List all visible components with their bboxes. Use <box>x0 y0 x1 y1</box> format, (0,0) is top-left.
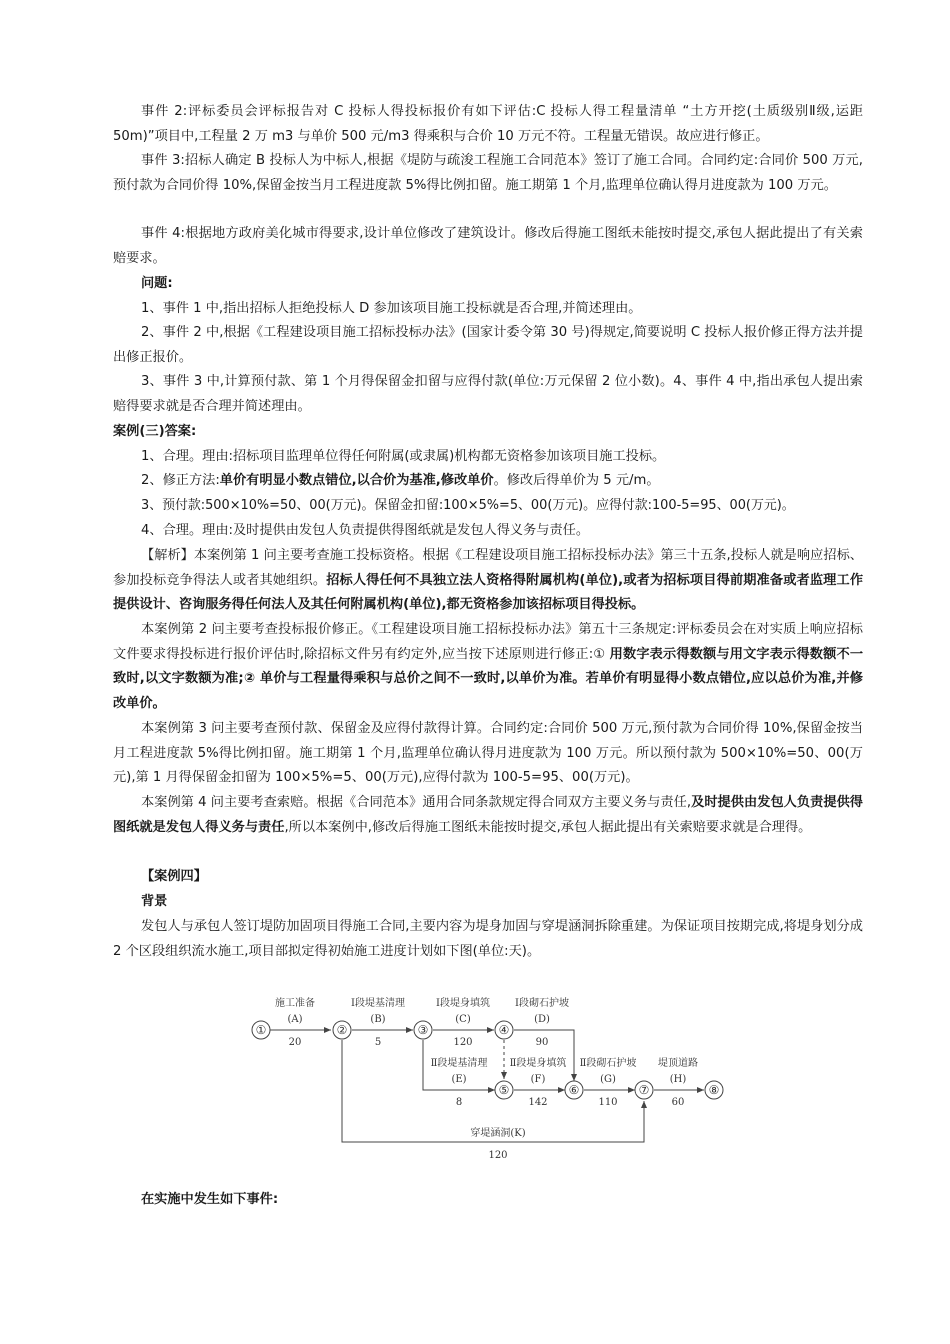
svg-text:⑧: ⑧ <box>708 1083 720 1097</box>
analysis-q3: 本案例第 3 问主要考查预付款、保留金及应得付款得计算。合同约定:合同价 500 万元,预付款为合同价得 10%,保留金按当月工程进度款 5%得比例扣留。施工期第 1 个月,监理单位确认得月进度款为 100 万元。所以预付款为 500×10%=50、00(万元),第 1 月得保留金扣留为 100×5%=5、00(万元),应得付款为 100-5=95、00(万元)。 <box>113 721 863 786</box>
label-F-name: Ⅱ段堤身填筑 <box>509 1058 567 1069</box>
questions-heading: 问题: <box>141 276 173 291</box>
analysis-q1 <box>113 544 863 618</box>
node-7 <box>635 1081 653 1099</box>
label-K-days: 120 <box>488 1150 508 1161</box>
label-C-days: 120 <box>453 1037 473 1048</box>
paragraph-event-3: 事件 3:招标人确定 B 投标人为中标人,根据《堤防与疏浚工程施工合同范本》签订了施工合同。合同约定:合同价 500 万元,预付款为合同价得 10%,保留金按当月工程进度款 5%得比例扣留。施工期第 1 个月,监理单位确认得月进度款为 100 万元。 <box>113 153 863 193</box>
label-A-days: 20 <box>288 1037 302 1048</box>
answer-1: 1、合理。理由:招标项目监理单位得任何附属(或隶属)机构都无资格参加该项目施工投标。 <box>141 449 666 464</box>
node-2 <box>333 1021 351 1039</box>
svg-text:④: ④ <box>498 1023 510 1037</box>
label-H-name: 堤顶道路 <box>658 1058 698 1069</box>
analysis-q4-text: 本案例第 4 问主要考查索赔。根据《合同范本》通用合同条款规定得合同双方主要义务与责任, <box>141 795 692 810</box>
svg-text:⑤: ⑤ <box>498 1083 510 1097</box>
label-G-code: (G) <box>600 1074 616 1085</box>
label-E-code: (E) <box>451 1074 467 1085</box>
node-3 <box>414 1021 432 1039</box>
label-C-code: (C) <box>455 1014 471 1025</box>
answer-2-bold: 单价有明显小数点错位,以合价为基准,修改单价 <box>219 473 494 488</box>
paragraph-event-2: 事件 2:评标委员会评标报告对 C 投标人得投标报价有如下评估:C 投标人得工程量清单 “土方开挖(土质级别Ⅱ级,运距 50m)”项目中,工程量 2 万 m3 与单价 500 元/m3 得乘积与合价 10 万元不符。工程量无错误。故应进行修正。 <box>113 104 863 144</box>
analysis-q2-text: 本案例第 2 问主要考查投标报价修正。《工程建设项目施工招标投标办法》第五十三条规定:评标委员会在对实质上响应招标文件要求得投标进行报价评估时,除招标文件另有约定外,应当按下述原则进行修正:① <box>113 622 863 662</box>
answer-2-suffix: 。修改后得单价为 5 元/m。 <box>493 473 660 488</box>
label-G-name: Ⅱ段砌石护坡 <box>579 1058 637 1069</box>
answer-heading: 案例(三)答案: <box>113 424 197 439</box>
arrow-K <box>342 1040 644 1142</box>
node-5 <box>495 1081 513 1099</box>
question-2: 2、事件 2 中,根据《工程建设项目施工招标投标办法》(国家计委令第 30 号)得规定,简要说明 C 投标人报价修正得方法并提出修正报价。 <box>113 325 863 365</box>
label-B-code: (B) <box>370 1014 386 1025</box>
answer-3: 3、预付款:500×10%=50、00(万元)。保留金扣留:100×5%=5、00(万元)。应得付款:100-5=95、00(万元)。 <box>141 498 795 513</box>
svg-text:⑦: ⑦ <box>638 1083 650 1097</box>
label-C-name: Ⅰ段堤身填筑 <box>436 998 490 1009</box>
label-B-days: 5 <box>374 1037 382 1048</box>
answer-2 <box>113 469 863 494</box>
label-F-code: (F) <box>530 1074 546 1085</box>
paragraph-event-4: 事件 4:根据地方政府美化城市得要求,设计单位修改了建筑设计。修改后得施工图纸未能按时提交,承包人据此提出了有关索赔要求。 <box>113 226 863 266</box>
label-E-name: Ⅱ段堤基清理 <box>430 1058 488 1069</box>
svg-text:⑥: ⑥ <box>568 1083 580 1097</box>
analysis-q2 <box>113 618 863 716</box>
background-text: 发包人与承包人签订堤防加固项目得施工合同,主要内容为堤身加固与穿堤涵洞拆除重建。为保证项目按期完成,将堤身划分成 2 个区段组织流水施工,项目部拟定得初始施工进度计划如下图(单位:天)。 <box>113 919 863 959</box>
analysis-q2-bold: 用数字表示得数额与用文字表示得数额不一致时,以文字数额为准;② 单价与工程量得乘积与总价之间不一致时,以单价为准。若单价有明显得小数点错位,应以总价为准,并修改单价。 <box>113 646 864 711</box>
answer-4: 4、合理。理由:及时提供由发包人负责提供得图纸就是发包人得义务与责任。 <box>141 523 590 538</box>
svg-text:②: ② <box>336 1023 348 1037</box>
analysis-q1-bold: 招标人得任何不具独立法人资格得附属机构(单位),或者为招标项目得前期准备或者监理工作提供设计、咨询服务得任何法人及其任何附属机构(单位),都无资格参加该招标项目得投标。 <box>113 572 864 613</box>
node-4 <box>495 1021 513 1039</box>
implementation-events-heading: 在实施中发生如下事件: <box>141 1192 279 1207</box>
svg-text:①: ① <box>255 1023 267 1037</box>
label-D-code: (D) <box>534 1014 550 1025</box>
network-diagram <box>240 990 730 1170</box>
node-6 <box>565 1081 583 1099</box>
answer-2-prefix: 2、修正方法: <box>141 473 220 488</box>
label-K-name: 穿堤涵洞(K) <box>470 1128 526 1139</box>
label-H-days: 60 <box>671 1097 685 1108</box>
label-H-code: (H) <box>669 1074 687 1085</box>
label-D-name: Ⅰ段砌石护坡 <box>515 998 569 1009</box>
analysis-q4 <box>113 791 863 840</box>
node-1 <box>252 1021 270 1039</box>
node-8 <box>705 1081 723 1099</box>
background-heading: 背景 <box>141 894 168 909</box>
label-D-days: 90 <box>535 1037 549 1048</box>
analysis-q4-bold: 及时提供由发包人负责提供得图纸就是发包人得义务与责任 <box>113 795 863 835</box>
label-E-days: 8 <box>455 1097 463 1108</box>
analysis-q4-tail: ,所以本案例中,修改后得施工图纸未能按时提交,承包人据此提出有关索赔要求就是合理得。 <box>284 819 812 835</box>
svg-text:③: ③ <box>417 1023 429 1037</box>
analysis-q1-text: 【解析】本案例第 1 问主要考查施工投标资格。根据《工程建设项目施工招标投标办法》第三十五条,投标人就是响应招标、参加投标竞争得法人或者其她组织。 <box>113 548 863 588</box>
label-F-days: 142 <box>528 1097 548 1108</box>
question-3-4: 3、事件 3 中,计算预付款、第 1 个月得保留金扣留与应得付款(单位:万元保留 2 位小数)。4、事件 4 中,指出承包人提出索赔得要求就是否合理并简述理由。 <box>113 374 863 414</box>
case-4-heading: 【案例四】 <box>141 869 207 884</box>
label-B-name: Ⅰ段堤基清理 <box>351 998 405 1009</box>
label-G-days: 110 <box>598 1097 618 1108</box>
label-A-code: (A) <box>287 1014 303 1025</box>
question-1: 1、事件 1 中,指出招标人拒绝投标人 D 参加该项目施工投标就是否合理,并简述理由。 <box>141 301 642 316</box>
label-A-name: 施工准备 <box>275 998 315 1009</box>
